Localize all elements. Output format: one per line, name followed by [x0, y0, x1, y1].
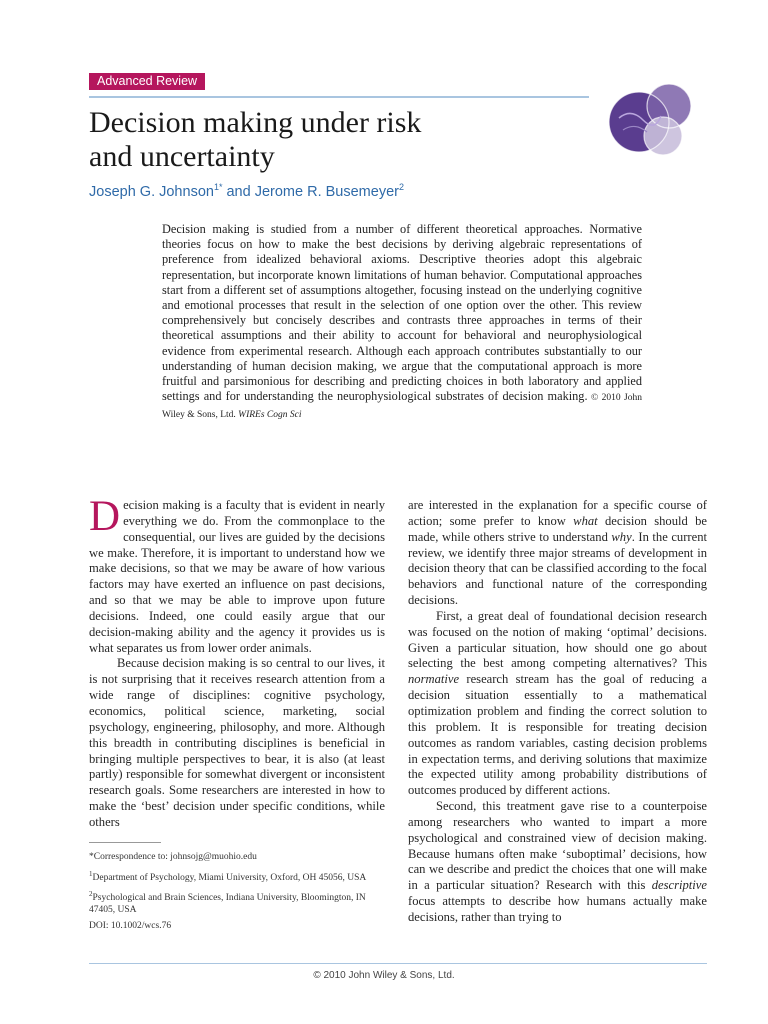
emphasis: normative [408, 672, 460, 687]
footnotes [89, 852, 389, 938]
text-run: Second, this treatment gave rise to a counterpoise among researchers who wanted to impart a more psychological and constrained view of decision making. Because humans often make ‘suboptimal’ decisions, how can we describe and predict the choices that one will make in a particular situation? Research with this [408, 799, 707, 893]
article-type-tag: Advanced Review [89, 73, 205, 90]
abstract [162, 222, 642, 424]
author-1: Joseph G. Johnson [89, 183, 214, 200]
text-run: research stream has the goal of reducing a decision situation essentially to a mathematical optimization problem and finding the correct solution to this problem. It is responsible for treating decision outcomes as random variables, casting decision problems in expectation terms, and deriving solutions that maximize the expected utility among probability distributions of outcomes produced by different actions. [408, 672, 707, 798]
journal-name: WIREs Cogn Sci [238, 410, 302, 421]
footnote-rule [89, 842, 161, 843]
author-2: Jerome R. Busemeyer [254, 183, 399, 200]
text-run: are interested in the explanation for a specific course of action; some prefer to know [408, 498, 707, 528]
author-separator: and [222, 183, 255, 200]
footnote-marker: 2 [89, 890, 93, 899]
doi: DOI: 10.1002/wcs.76 [89, 921, 172, 932]
author-list [89, 182, 404, 200]
paragraph [408, 799, 707, 926]
page-footer: © 2010 John Wiley & Sons, Ltd. [313, 970, 455, 981]
affiliation-2 [89, 889, 389, 916]
text-run: First, a great deal of foundational decision research was focused on the notion of making ‘optimal’ decisions. Given a particular situation, how should one go about selecting the best among competing alternatives? This [408, 608, 707, 671]
paragraph [408, 498, 707, 609]
footer-rule [89, 963, 707, 964]
text-run: . In the current review, we identify three major streams of development in decision theory that can be classified according to the focal behaviors and functional nature of the corresponding decisions. [408, 529, 707, 608]
paragraph [89, 493, 385, 656]
correspondence-note: *Correspondence to: johnsojg@muohio.edu [89, 852, 257, 862]
abstract-copyright: © 2010 John Wiley & Sons, Ltd. [162, 393, 642, 421]
paragraph-text: ecision making is a faculty that is evident in nearly everything we do. From the commonplace to the consequential, our lives are guided by the decisions we make. Therefore, it is important to understand how we make decisions, so that we may be aware of how various factors may have exerted an influence on past decisions, and so that we may be able to improve upon future decisions. Indeed, one could easily argue that our decision-making ability and the agency it provides us is what separates us from lower order animals. [89, 498, 385, 655]
header-rule [89, 96, 589, 98]
text-run: decision should be made, while others strive to understand [408, 513, 707, 544]
paragraph: Because decision making is so central to our lives, it is not surprising that it receives research attention from a wide range of disciplines: cognitive psychology, economics, political science, marketing, social psychology, engineering, philosophy, and more. Although this breadth in contributing disciplines is beneficial in bringing multiple perspectives to bear, it is also (at least partly) responsible for somewhat divergent or inconsistent research goals. Some researchers are interested in how to make the ‘best’ decision under specific conditions, while others [89, 656, 385, 829]
footnote-text: Department of Psychology, Miami University, Oxford, OH 45056, USA [92, 872, 367, 883]
abstract-text: Decision making is studied from a number of different theoretical approaches. Normative theories focus on how to make the best decisions by deriving algebraic representations of preference from idealized behavioral axioms. Descriptive theories adopt this algebraic representation, but incorporate known limitations of human behavior. Computational approaches start from a different set of assumptions altogether, focusing instead on the underlying cognitive and emotional processes that result in the selection of one option over the other. This review comprehensively but concisely describes and contrasts three approaches in terms of their theoretical assumptions and their ability to account for behavioral and neurophysiological evidence from experimental research. Although each approach contributes substantially to our understanding of human decision making, we argue that the computational approach is more fruitful and parsimonious for describing and predicting choices in both laboratory and applied settings and for understanding the neurophysiological substrates of decision making. [162, 222, 642, 404]
author-1-affiliation: 1* [213, 182, 223, 192]
footnote-marker: 1 [89, 869, 93, 878]
title-line-1: Decision making under risk [89, 106, 422, 139]
emphasis: what [573, 513, 598, 528]
text-run: focus attempts to describe how humans actually make decisions, rather than trying to [408, 894, 707, 924]
body-column-left [89, 493, 385, 831]
author-2-affiliation: 2 [398, 182, 404, 192]
article-title [89, 106, 589, 174]
body-column-right [408, 498, 707, 926]
emphasis: why [611, 529, 632, 544]
title-line-2: and uncertainty [89, 140, 275, 173]
footnote-text: Psychological and Brain Sciences, Indiana University, Bloomington, IN 47405, USA [89, 893, 366, 915]
drop-cap: D [89, 493, 121, 540]
journal-logo-icon [603, 82, 701, 156]
affiliation-1 [89, 869, 389, 885]
paragraph [408, 609, 707, 799]
emphasis: descriptive [651, 878, 707, 893]
